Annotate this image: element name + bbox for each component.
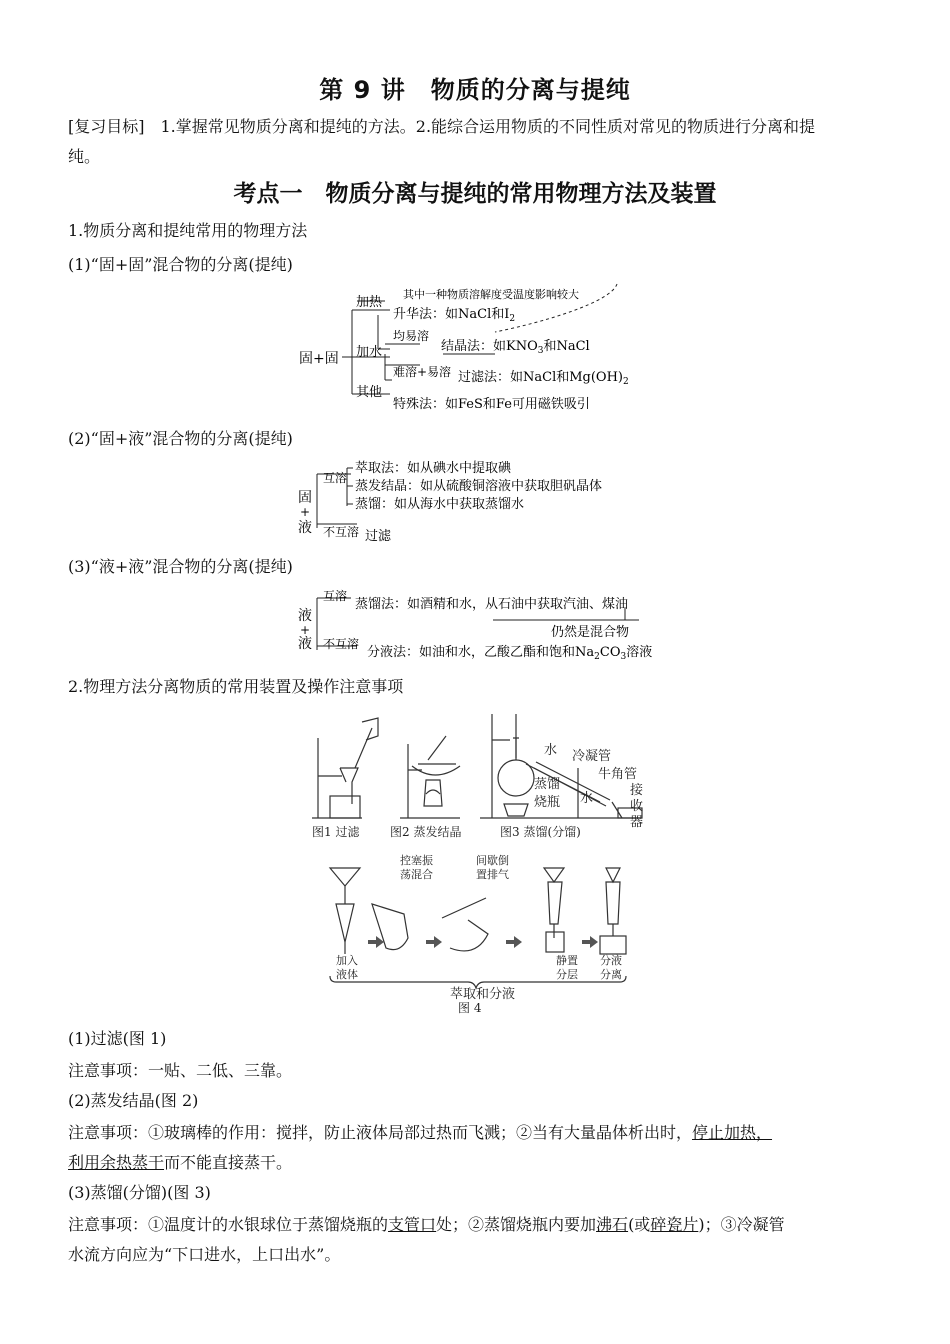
- d2-filtration: 过滤: [365, 529, 392, 544]
- label-flask: 蒸馏: [534, 777, 561, 792]
- solid-solid-diagram: [295, 282, 665, 416]
- d1-root: 固+固: [299, 351, 339, 367]
- arrow-icon: [506, 936, 522, 948]
- label-receiver-2: 收: [630, 799, 644, 814]
- d2-root-top: 固: [298, 490, 312, 506]
- d3-branch-immiscible: 不互溶: [323, 637, 360, 651]
- d1-crystallization: 结晶法：如$KNO_3$和NaCl: [441, 339, 590, 356]
- apparatus-figure: [300, 708, 660, 1016]
- heading-liquid-liquid: (3)“液+液”混合物的分离(提纯): [68, 557, 293, 576]
- section-title: 考点一 物质分离与提纯的常用物理方法及装置: [233, 181, 717, 207]
- label-condenser: 冷凝管: [572, 749, 612, 764]
- label-receiver-1: 接: [630, 783, 644, 798]
- step-shake-2: 荡混合: [400, 868, 433, 881]
- d2-branch-miscible: 互溶: [323, 471, 348, 485]
- d3-note: 仍然是混合物: [551, 625, 630, 640]
- step-shake-1: 控塞振: [400, 854, 433, 867]
- filtration-apparatus: [312, 718, 378, 818]
- step-settle-1: 静置: [556, 954, 578, 967]
- note2-text: 注意事项：①玻璃棒的作用：搅拌，防止液体局部过热而飞溅；②当有大量晶体析出时，停止加热，: [68, 1123, 773, 1142]
- d2-root-plus: +: [300, 505, 311, 519]
- step-separate-2: 分离: [600, 968, 622, 981]
- fig3-caption: 图3 蒸馏(分馏): [500, 825, 581, 839]
- page-title: 第 9 讲 物质的分离与提纯: [319, 76, 631, 104]
- liquid-liquid-diagram: [295, 586, 665, 662]
- d1-branch-heat: 加热: [356, 295, 383, 310]
- fig1-caption: 图1 过滤: [312, 825, 360, 839]
- d2-root-bottom: 液: [298, 520, 312, 536]
- note2-text-cont: 利用余热蒸干而不能直接蒸干。: [68, 1153, 293, 1172]
- heading-solid-solid: (1)“固+固”混合物的分离(提纯): [68, 255, 293, 274]
- d3-distillation: 蒸馏法：如酒精和水，从石油中获取汽油、煤油: [355, 597, 629, 612]
- note2-title: (2)蒸发结晶(图 2): [68, 1091, 199, 1110]
- d1-special: 特殊法：如FeS和Fe可用磁铁吸引: [393, 397, 590, 412]
- fig4-group-label: 萃取和分液: [450, 987, 516, 1002]
- label-adapter: 牛角管: [598, 767, 638, 782]
- note3-text: 注意事项：①温度计的水银球位于蒸馏烧瓶的支管口处；②蒸馏烧瓶内要加沸石(或碎瓷片)；③冷凝管: [68, 1215, 785, 1234]
- label-water-out: 水: [580, 791, 594, 806]
- d3-root-bottom: 液: [298, 636, 312, 652]
- note1-title: (1)过滤(图 1): [68, 1029, 167, 1048]
- step-add-liquid-1: 加入: [336, 954, 358, 967]
- d2-branch-immiscible: 不互溶: [323, 525, 360, 539]
- solid-liquid-diagram: [295, 456, 665, 548]
- d1-cond-insoluble: 难溶+易溶: [393, 365, 452, 379]
- d1-filtration: 过滤法：如NaCl和$Mg(OH)_2$: [458, 370, 629, 387]
- d2-evaporation: 蒸发结晶：如从硫酸铜溶液中获取胆矾晶体: [355, 479, 603, 494]
- review-goals-cont: 纯。: [68, 147, 101, 166]
- heading-physical-methods: 1.物质分离和提纯常用的物理方法: [68, 221, 308, 240]
- arrow-icon: [426, 936, 442, 948]
- note3-text-cont: 水流方向应为“下口进水，上口出水”。: [68, 1245, 341, 1264]
- step-separate-1: 分液: [600, 954, 622, 967]
- d2-distillation: 蒸馏：如从海水中获取蒸馏水: [355, 497, 525, 512]
- step-settle-2: 分层: [556, 968, 578, 981]
- step-vent-2: 置排气: [476, 868, 509, 881]
- note1-text: 注意事项：一贴、二低、三靠。: [68, 1061, 293, 1080]
- arrow-icon: [582, 936, 598, 948]
- heading-solid-liquid: (2)“固+液”混合物的分离(提纯): [68, 429, 293, 448]
- d1-branch-other: 其他: [356, 385, 383, 400]
- d1-sublimation: 升华法：如NaCl和$I_2$: [393, 307, 516, 324]
- label-receiver-3: 器: [630, 815, 644, 830]
- d3-root-plus: +: [300, 623, 311, 637]
- d2-extraction: 萃取法：如从碘水中提取碘: [355, 461, 512, 476]
- d1-note: 其中一种物质溶解度受温度影响较大: [403, 288, 579, 301]
- d3-root-top: 液: [298, 608, 312, 624]
- arrow-icon: [368, 936, 384, 948]
- goals-text: 1.掌握常见物质分离和提纯的方法。2.能综合运用物质的不同性质对常见的物质进行分离和提: [144, 117, 816, 136]
- note3-title: (3)蒸馏(分馏)(图 3): [68, 1183, 211, 1202]
- step-add-liquid-2: 液体: [336, 968, 358, 981]
- goals-label: [复习目标]: [68, 117, 145, 136]
- d1-cond-soluble: 均易溶: [393, 329, 430, 343]
- label-water-in: 水: [544, 743, 558, 758]
- evaporation-apparatus: [400, 736, 460, 818]
- d1-branch-water: 加水: [356, 345, 383, 360]
- d3-branch-miscible: 互溶: [323, 589, 348, 603]
- fig4-caption: 图 4: [458, 1001, 482, 1015]
- fig2-caption: 图2 蒸发结晶: [390, 825, 462, 839]
- d3-separatory: 分液法：如油和水，乙酸乙酯和饱和$Na_2CO_3$溶液: [367, 645, 653, 662]
- heading-apparatus: 2.物理方法分离物质的常用装置及操作注意事项: [68, 677, 404, 696]
- extraction-apparatus: [330, 868, 626, 988]
- distillation-apparatus: [480, 714, 642, 818]
- label-flask-2: 烧瓶: [534, 795, 561, 810]
- review-goals: [68, 112, 883, 142]
- step-vent-1: 间歇倒: [476, 854, 509, 867]
